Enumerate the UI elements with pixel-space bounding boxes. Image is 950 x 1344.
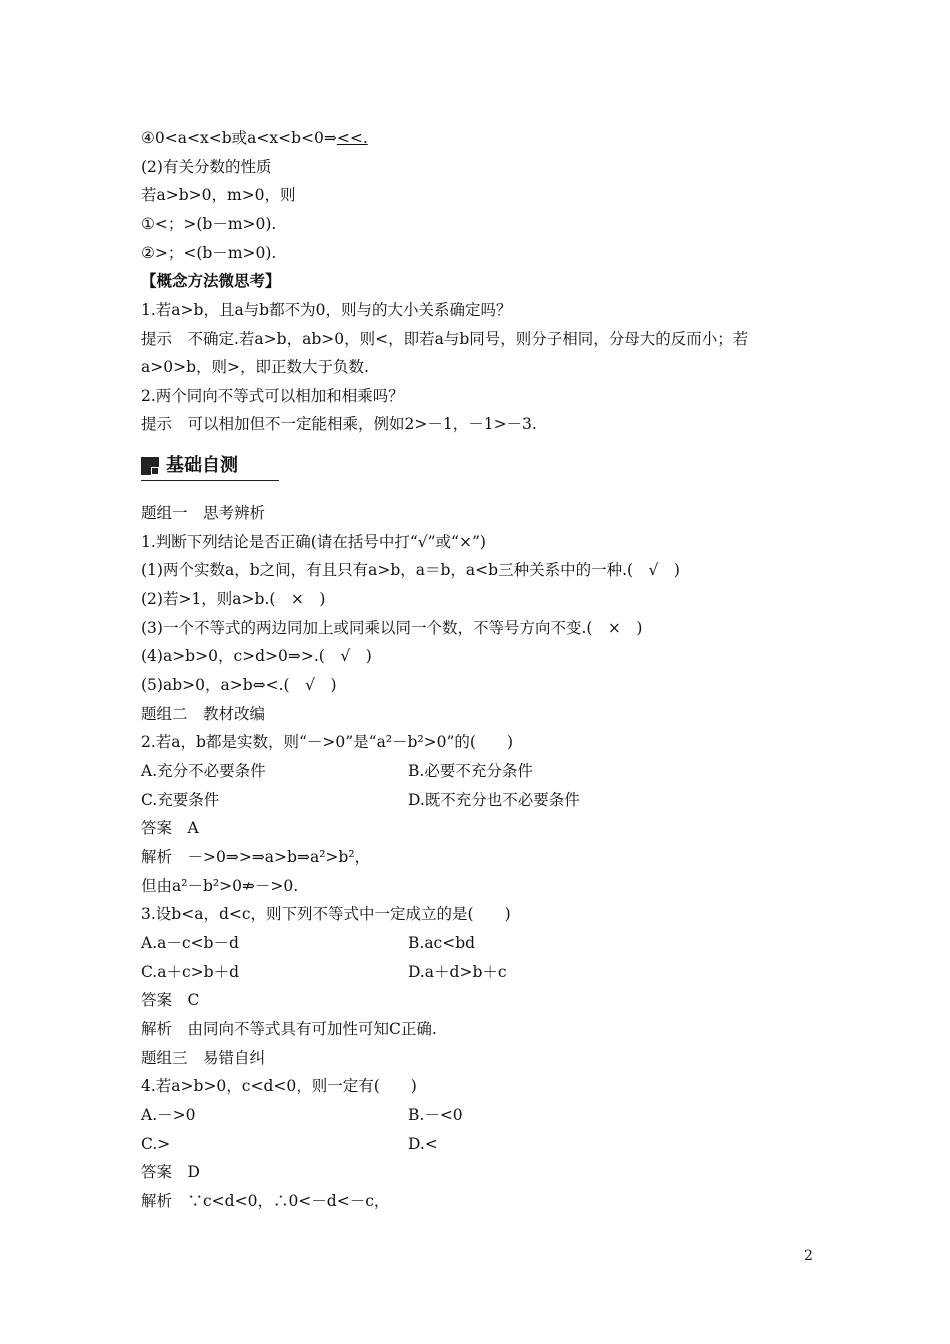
group-1-heading: 题组一 思考辨析 <box>141 504 266 522</box>
question-3: 3.设b<a，d<c，则下列不等式中一定成立的是( ) <box>141 905 511 923</box>
section-header <box>141 452 279 481</box>
page-number: 2 <box>804 1248 813 1264</box>
q2-option-b: B.必要不充分条件 <box>408 762 533 780</box>
question-1-item-2: (2)若>1，则a>b.( × ) <box>141 590 326 608</box>
q2-analysis-cont: 但由a²－b²>0⇏－>0. <box>141 877 299 895</box>
q2-option-a: A.充分不必要条件 <box>141 762 266 780</box>
concept-question-1: 1.若a>b，且a与b都不为0，则与的大小关系确定吗？ <box>141 301 512 319</box>
q4-option-c: C.> <box>141 1135 171 1153</box>
concept-hint-2: 提示 可以相加但不一定能相乘，例如2>－1，－1>－3. <box>141 415 537 433</box>
question-1-item-5: (5)ab>0，a>b⇔<.( √ ) <box>141 676 337 694</box>
fraction-condition: 若a>b>0，m>0，则 <box>141 186 296 204</box>
q4-answer: 答案 D <box>141 1163 200 1181</box>
q2-answer: 答案 A <box>141 819 199 837</box>
concept-question-2: 2.两个同向不等式可以相加和相乘吗？ <box>141 387 404 405</box>
q4-analysis: 解析 ∵c<d<0，∴0<－d<－c， <box>141 1192 390 1210</box>
q4-option-a: A.－>0 <box>141 1106 196 1124</box>
q4-option-b: B.－<0 <box>408 1106 463 1124</box>
q3-option-b: B.ac<bd <box>408 934 476 952</box>
q3-answer: 答案 C <box>141 991 200 1009</box>
concept-hint-1-cont: a>0>b，则>，即正数大于负数. <box>141 358 369 376</box>
concept-title: 【概念方法微思考】 <box>141 271 281 290</box>
question-1-item-1: (1)两个实数a，b之间，有且只有a>b，a＝b，a<b三种关系中的一种.( √ ) <box>141 561 680 579</box>
question-1-item-3: (3)一个不等式的两边同加上或同乘以同一个数，不等号方向不变.( × ) <box>141 619 643 637</box>
q2-option-d: D.既不充分也不必要条件 <box>408 791 580 809</box>
property-4-line <box>141 128 368 148</box>
question-1-item-4: (4)a>b>0，c>d>0⇒>.( √ ) <box>141 647 372 665</box>
q3-option-d: D.a＋d>b＋c <box>408 963 507 981</box>
q3-option-c: C.a＋c>b＋d <box>141 963 239 981</box>
q2-option-c: C.充要条件 <box>141 791 220 809</box>
question-4: 4.若a>b>0，c<d<0，则一定有( ) <box>141 1077 417 1095</box>
group-3-heading: 题组三 易错自纠 <box>141 1049 266 1067</box>
q3-analysis: 解析 由同向不等式具有可加性可知C正确. <box>141 1020 437 1038</box>
section-square-icon <box>141 457 159 475</box>
section-title: 基础自测 <box>166 455 238 476</box>
property-4-blank: <<. <box>336 129 368 147</box>
question-2: 2.若a，b都是实数，则“－>0”是“a²－b²>0”的( ) <box>141 733 514 751</box>
fraction-property-1: ①<；>(b－m>0). <box>141 215 277 233</box>
property-4-text: ④0<a<x<b或a<x<b<0⇒ <box>141 129 337 147</box>
question-1: 1.判断下列结论是否正确(请在括号中打“√”或“×”) <box>141 533 486 551</box>
fraction-property-2: ②>；<(b－m>0). <box>141 244 277 262</box>
q3-option-a: A.a－c<b－d <box>141 934 239 952</box>
q2-analysis: 解析 －>0⇒>⇒a>b⇒a²>b²， <box>141 848 371 866</box>
fraction-heading: (2)有关分数的性质 <box>141 158 272 176</box>
q4-option-d: D.< <box>408 1135 438 1153</box>
group-2-heading: 题组二 教材改编 <box>141 705 266 723</box>
concept-hint-1: 提示 不确定.若a>b，ab>0，则<，即若a与b同号，则分子相同，分母大的反而小；若 <box>141 330 749 348</box>
